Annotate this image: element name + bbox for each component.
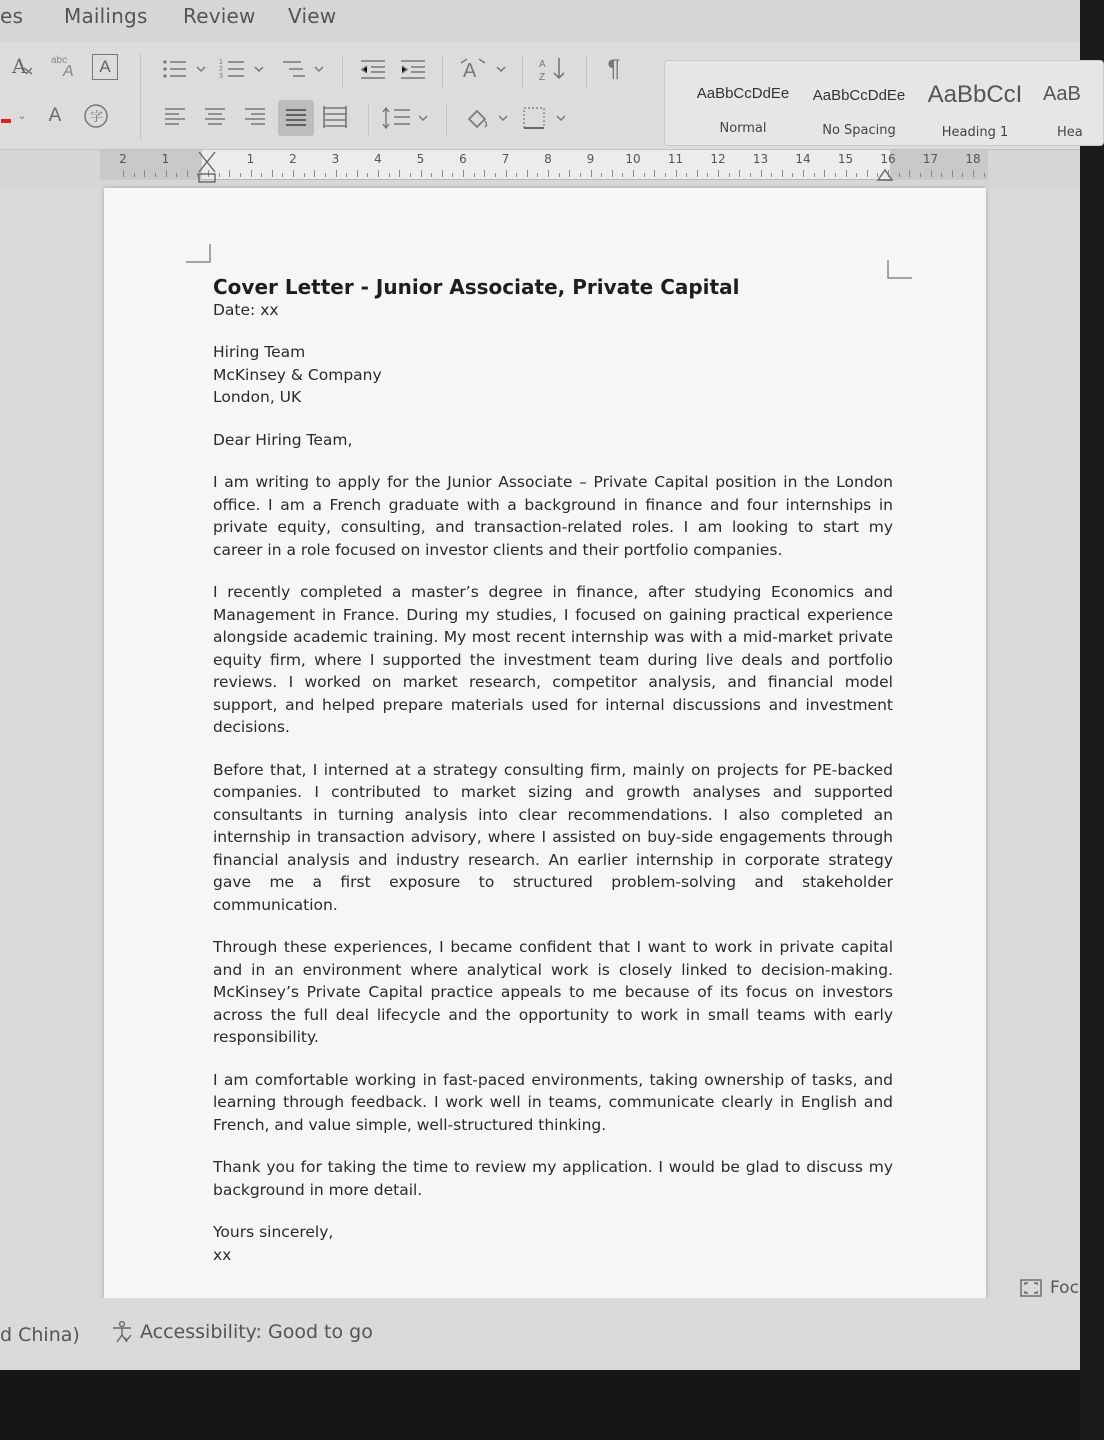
ruler-tick: [421, 170, 422, 177]
align-left-icon[interactable]: [160, 104, 190, 130]
spacer: [213, 1049, 893, 1069]
ruler-number: 11: [667, 152, 684, 166]
ruler-number: 2: [119, 152, 127, 166]
ruler-tick: [367, 173, 368, 177]
ruler-tick: [941, 173, 942, 177]
document-title: Cover Letter - Junior Associate, Private Capital: [213, 275, 740, 299]
tab-view[interactable]: View: [288, 4, 337, 28]
ruler-tick: [739, 170, 740, 177]
accessibility-label: Accessibility: Good to go: [140, 1321, 373, 1343]
style-label: Heading 1: [941, 125, 1009, 140]
ruler-tick: [644, 173, 645, 177]
body-paragraph: Through these experiences, I became confident that I want to work in private capital and in an environment where analytical work is closely linked to decision-making. McKinsey’s Private Capital practice appeals to me because of its focus on investors across the full deal lifecycle and the opportunity to work in small teams with early responsibility.: [213, 938, 893, 1046]
ruler-number: 1: [161, 152, 170, 166]
style-label: Hea: [1057, 125, 1083, 140]
highlight-color-icon[interactable]: [0, 104, 12, 128]
ribbon-divider: [446, 104, 447, 136]
closing-line: Yours sincerely,: [213, 1223, 334, 1241]
ruler-tick: [516, 173, 517, 177]
ruler-tick: [962, 173, 963, 177]
ruler-number: 5: [416, 152, 425, 166]
borders-icon[interactable]: [520, 104, 572, 132]
status-bar: [0, 1278, 1080, 1370]
style-normal[interactable]: [691, 69, 795, 139]
date-line: Date: xx: [213, 300, 279, 319]
ruler-tick: [314, 170, 315, 177]
ruler-tick: [463, 170, 464, 177]
menu-bar: [0, 0, 1080, 42]
ruler-tick: [824, 170, 825, 177]
ruler-tick: [134, 173, 135, 177]
ruler-tick: [909, 170, 910, 177]
svg-text:字: 字: [90, 109, 104, 124]
multilevel-list-icon[interactable]: [278, 56, 328, 82]
ruler-tick: [484, 170, 485, 177]
spacer: [213, 321, 893, 341]
spacer: [213, 409, 893, 429]
body-paragraph: I am writing to apply for the Junior Associate – Private Capital position in the London office. I am a French graduate with a background in finance and four internships in private equity, consulting, and transaction-related roles. I am looking to start my career in a role focused on investor clients and their portfolio companies.: [213, 473, 893, 559]
ruler-tick: [676, 170, 677, 177]
svg-text:Z: Z: [539, 72, 546, 83]
ruler-tick: [750, 173, 751, 177]
ruler-number: 17: [922, 152, 939, 166]
ruler-number: 18: [965, 152, 981, 166]
ruler-number: 8: [544, 152, 552, 166]
style-label: Normal: [719, 121, 767, 136]
svg-text:3: 3: [219, 73, 223, 80]
ruler-tick: [591, 170, 592, 177]
ruler-number: 9: [586, 152, 595, 166]
ruler-tick: [527, 170, 528, 177]
ruler-number: 16: [880, 152, 896, 166]
spacer: [213, 451, 893, 471]
horizontal-ruler[interactable]: [0, 150, 1080, 188]
decrease-indent-icon[interactable]: [358, 56, 388, 82]
ruler-number: 10: [625, 152, 641, 166]
indent-marker-icon[interactable]: [196, 150, 218, 184]
ruler-tick: [856, 173, 857, 177]
ribbon-divider: [368, 104, 369, 136]
salutation: Dear Hiring Team,: [213, 430, 353, 449]
ruler-tick: [633, 170, 634, 177]
ruler-tick: [792, 173, 793, 177]
ruler-tick: [973, 170, 974, 177]
spacer: [213, 916, 893, 936]
spacer: [213, 1136, 893, 1156]
tab-references[interactable]: es: [0, 4, 24, 28]
accessibility-icon: [110, 1320, 134, 1344]
increase-indent-icon[interactable]: [398, 56, 428, 82]
ruler-tick: [293, 170, 294, 177]
ruler-tick: [346, 173, 347, 177]
style-heading-2[interactable]: [1037, 73, 1097, 143]
focus-button[interactable]: [1020, 1278, 1079, 1298]
ruler-number: 3: [331, 152, 340, 166]
ruler-number: 14: [795, 152, 811, 166]
ruler-tick: [718, 170, 719, 177]
ribbon-divider: [442, 56, 443, 88]
ruler-tick: [304, 173, 305, 177]
ruler-tick: [166, 170, 167, 177]
ruler-tick: [537, 173, 538, 177]
document-page[interactable]: [104, 188, 986, 1298]
ruler-tick: [410, 173, 411, 177]
ruler-tick: [569, 170, 570, 177]
ruler-tick: [761, 170, 762, 177]
line-spacing-icon[interactable]: [380, 104, 432, 132]
spacer: [213, 561, 893, 581]
ruler-tick: [399, 170, 400, 177]
ruler-tick: [814, 173, 815, 177]
ruler-tick: [867, 170, 868, 177]
shading-icon[interactable]: [462, 104, 512, 132]
document-body[interactable]: [213, 276, 893, 1266]
ruler-number: 12: [710, 152, 726, 166]
ruler-tick: [622, 173, 623, 177]
ruler-tick: [899, 173, 900, 177]
ruler-tick: [357, 170, 358, 177]
style-no-spacing[interactable]: [807, 71, 911, 141]
ruler-tick: [452, 173, 453, 177]
text-effects-icon[interactable]: [48, 52, 82, 80]
change-case-icon[interactable]: [458, 54, 510, 84]
spacer: [213, 739, 893, 759]
svg-text:A: A: [539, 59, 546, 70]
ruler-tick: [771, 173, 772, 177]
svg-text:A: A: [463, 60, 477, 82]
ruler-tick: [442, 170, 443, 177]
ruler-tick: [835, 173, 836, 177]
ruler-tick: [782, 170, 783, 177]
clear-formatting-icon[interactable]: [8, 52, 38, 80]
ruler-tick: [548, 170, 549, 177]
style-sample: AaBbCcDdEe: [696, 85, 790, 102]
ruler-tick: [336, 170, 337, 177]
enclose-characters-icon[interactable]: [82, 102, 110, 130]
margin-corner-mark: [186, 244, 212, 264]
ruler-tick: [251, 170, 252, 177]
style-sample: AaBbCcDdEe: [812, 87, 906, 104]
ruler-tick: [506, 170, 507, 177]
justify-icon[interactable]: [278, 100, 314, 136]
tab-mailings[interactable]: Mailings: [64, 4, 148, 28]
body-paragraph: Thank you for taking the time to review my application. I would be glad to discuss my background in more detail.: [213, 1158, 893, 1199]
ruler-number: 15: [837, 152, 854, 166]
ruler-tick: [665, 173, 666, 177]
screen-bezel: [0, 1370, 1080, 1440]
body-paragraph: Before that, I interned at a strategy consulting firm, mainly on projects for PE-backed companies. I contributed to market sizing and growth analyses and supported consultants in turning analysis into clear recommendations. I also completed an internship in transaction advisory, where I assisted on buy-side engagements through financial analysis and industry research. An earlier internship in corporate strategy gave me a first exposure to structured problem-solving and stakeholder communication.: [213, 760, 893, 914]
style-heading-1[interactable]: [923, 73, 1027, 143]
show-formatting-marks-icon[interactable]: ¶: [607, 55, 621, 82]
svg-text:2: 2: [219, 66, 223, 73]
bullets-list-icon[interactable]: [160, 56, 210, 82]
ribbon-divider: [140, 54, 141, 140]
language-status[interactable]: d China): [0, 1324, 80, 1346]
ruler-number: 1: [246, 152, 255, 166]
ruler-tick: [474, 173, 475, 177]
focus-label: Foc: [1050, 1278, 1079, 1298]
signature-line: xx: [213, 1245, 232, 1264]
svg-text:abc: abc: [51, 55, 68, 66]
ruler-tick: [729, 173, 730, 177]
font-color-icon[interactable]: A: [48, 105, 62, 126]
ruler-number: 4: [374, 152, 382, 166]
ruler-tick: [654, 170, 655, 177]
ruler-tick: [612, 170, 613, 177]
ruler-tick: [378, 170, 379, 177]
ribbon-divider: [342, 56, 343, 88]
body-paragraph: I recently completed a master’s degree in finance, after studying Economics and Management in France. During my studies, I focused on gaining practical experience alongside academic training. My most recent internship was with a mid-market private equity firm, where I supported the investment team during live deals and portfolio reviews. I worked on market research, competitor analysis, and financial model support, and helped prepare materials used for internal discussions and investment decisions.: [213, 583, 893, 736]
distributed-icon[interactable]: [320, 104, 350, 130]
character-border-icon[interactable]: A: [92, 54, 118, 80]
ruler-tick: [229, 170, 230, 177]
style-sample: AaBbCcI: [927, 81, 1023, 108]
spacer: [213, 1201, 893, 1221]
ruler-number: 2: [289, 152, 297, 166]
accessibility-status[interactable]: [110, 1320, 373, 1344]
align-right-icon[interactable]: [240, 104, 270, 130]
body-paragraph: I am comfortable working in fast-paced environments, taking ownership of tasks, and learning through feedback. I work well in teams, communicate clearly in English and French, and value simple, well-structured thinking.: [213, 1070, 893, 1134]
sort-icon[interactable]: [536, 54, 570, 84]
right-indent-marker-icon[interactable]: [876, 164, 894, 182]
ruler-tick: [282, 173, 283, 177]
ruler-tick: [697, 170, 698, 177]
ruler-number: 13: [752, 152, 769, 166]
ruler-tick: [272, 170, 273, 177]
recipient-line: McKinsey & Company: [213, 365, 382, 384]
ruler-tick: [431, 173, 432, 177]
ruler-tick: [601, 173, 602, 177]
ruler-tick: [187, 170, 188, 177]
svg-text:A: A: [63, 63, 74, 80]
tab-review[interactable]: Review: [183, 4, 256, 28]
ruler-tick: [952, 170, 953, 177]
ruler-tick: [920, 173, 921, 177]
styles-gallery: [664, 60, 1104, 146]
ribbon: [0, 42, 1083, 150]
ruler-tick: [389, 173, 390, 177]
ruler-number: 6: [459, 152, 467, 166]
style-sample: AaB: [1043, 83, 1081, 105]
ruler-tick: [559, 173, 560, 177]
ruler-tick: [261, 173, 262, 177]
ruler-tick: [495, 173, 496, 177]
chevron-down-icon[interactable]: ⌄: [17, 110, 27, 122]
recipient-line: London, UK: [213, 388, 302, 406]
ruler-tick: [984, 173, 985, 177]
ruler-tick: [176, 173, 177, 177]
ribbon-divider: [522, 56, 523, 88]
ruler-tick: [803, 170, 804, 177]
ruler-tick: [707, 173, 708, 177]
ruler-tick: [123, 170, 124, 177]
ruler-tick: [219, 173, 220, 177]
ruler-tick: [325, 173, 326, 177]
ruler-number: 7: [501, 152, 510, 166]
style-label: No Spacing: [822, 123, 896, 138]
recipient-line: Hiring Team: [213, 343, 306, 361]
align-center-icon[interactable]: [200, 104, 230, 130]
svg-text:1: 1: [219, 59, 223, 66]
ribbon-divider: [586, 56, 587, 88]
ruler-tick: [686, 173, 687, 177]
ruler-tick: [144, 170, 145, 177]
ruler-tick: [155, 173, 156, 177]
numbered-list-icon[interactable]: [218, 56, 268, 82]
ruler-strip: [100, 150, 988, 180]
ruler-tick: [240, 173, 241, 177]
ruler-tick: [931, 170, 932, 177]
ruler-tick: [580, 173, 581, 177]
svg-text:A: A: [12, 54, 27, 78]
ruler-tick: [846, 170, 847, 177]
focus-icon: [1020, 1279, 1042, 1297]
